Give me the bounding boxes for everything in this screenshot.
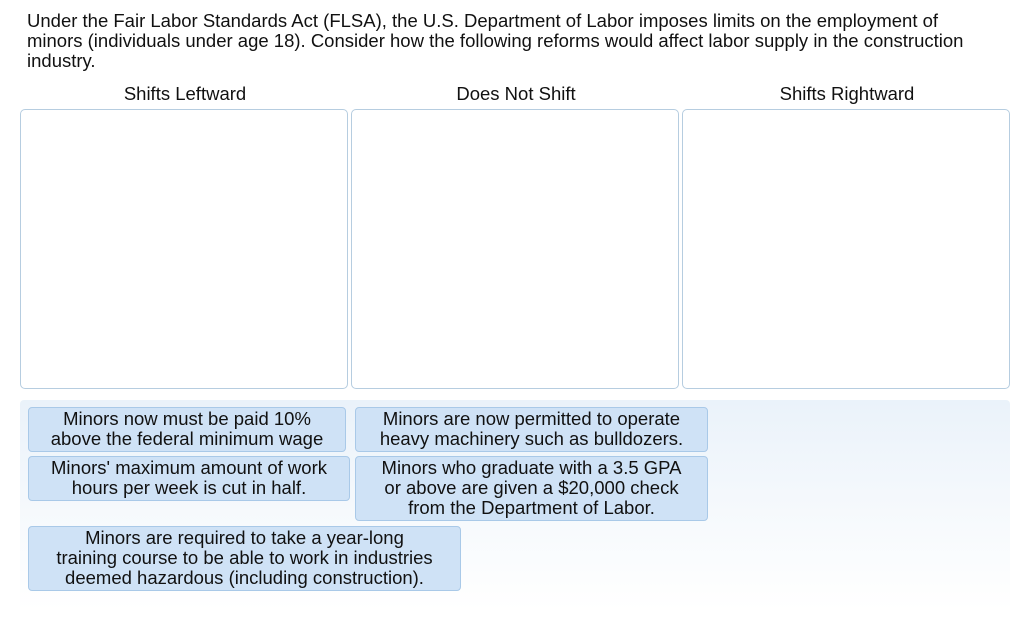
column-header-shifts-rightward: Shifts Rightward (779, 83, 915, 104)
drop-zone-shifts-leftward[interactable] (20, 109, 348, 389)
drop-zone-does-not-shift[interactable] (351, 109, 679, 389)
column-header-shifts-leftward: Shifts Leftward (123, 83, 247, 104)
draggable-card-heavy-machinery[interactable]: Minors are now permitted to operate heavy machinery such as bulldozers. (355, 407, 708, 452)
draggable-card-wage-increase[interactable]: Minors now must be paid 10% above the federal minimum wage (28, 407, 346, 452)
drop-zone-shifts-rightward[interactable] (682, 109, 1010, 389)
column-header-does-not-shift: Does Not Shift (456, 83, 576, 104)
draggable-card-gpa-check[interactable]: Minors who graduate with a 3.5 GPA or above are given a $20,000 check from the Department of Labor. (355, 456, 708, 521)
question-text: Under the Fair Labor Standards Act (FLSA), the U.S. Department of Labor imposes limits on the employment of minors (individuals under age 18). Consider how the following reforms would affect labor supply in the construction industry. (27, 10, 964, 71)
draggable-card-training-course[interactable]: Minors are required to take a year-long training course to be able to work in industries deemed hazardous (including construction). (28, 526, 461, 591)
draggable-card-hours-cut[interactable]: Minors' maximum amount of work hours per week is cut in half. (28, 456, 350, 501)
